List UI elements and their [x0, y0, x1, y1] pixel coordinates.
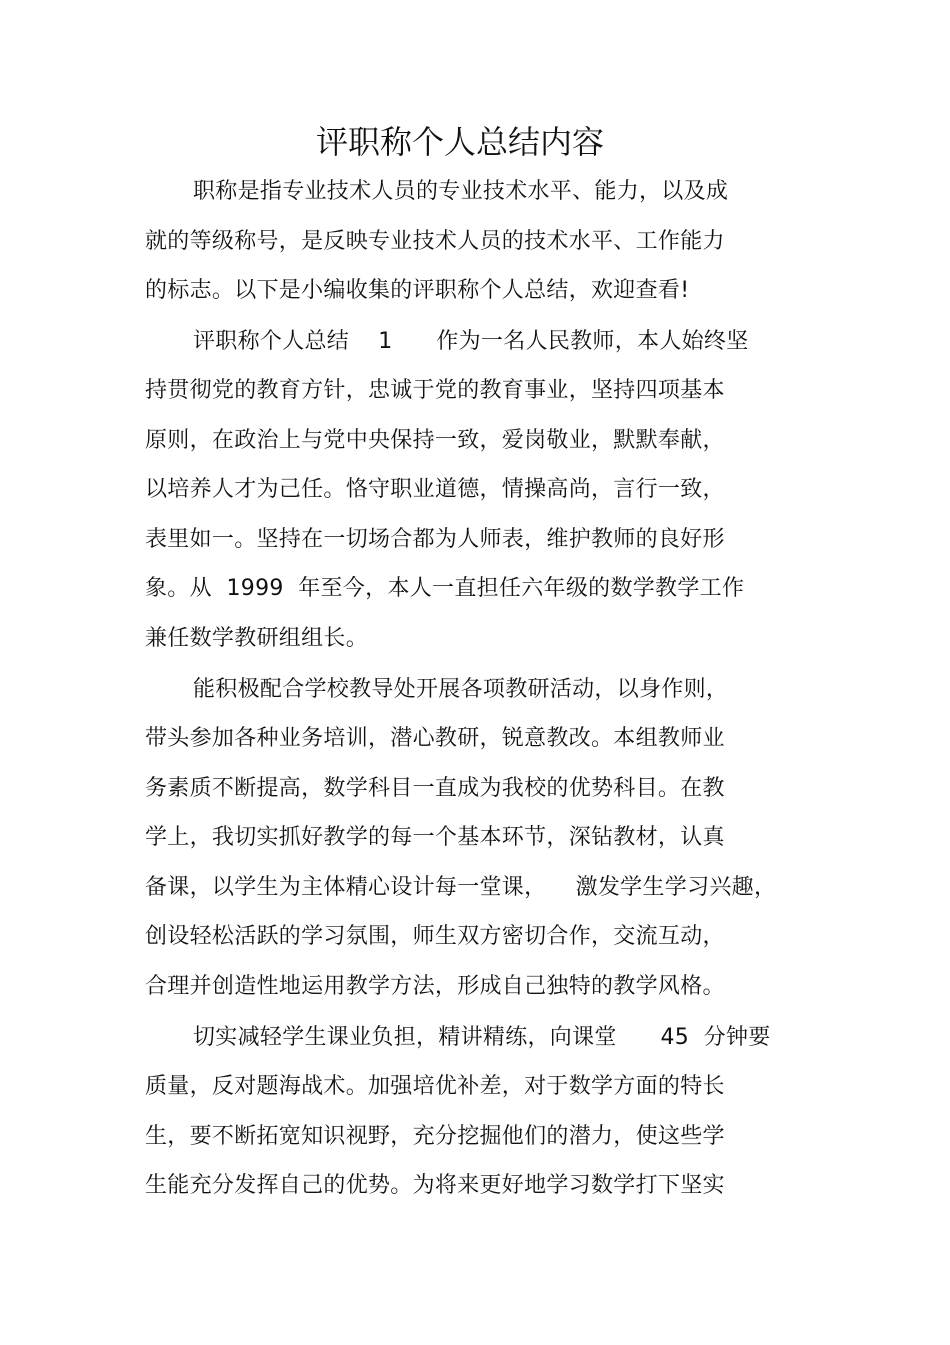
text-line: 能积极配合学校教导处开展各项教研活动，以身作则， — [193, 677, 729, 702]
document-title: 评职称个人总结内容 — [315, 123, 604, 161]
text-line: 职称是指专业技术人员的专业技术水平、能力，以及成 — [193, 179, 729, 204]
text-line: 的标志。以下是小编收集的评职称个人总结，欢迎查看! — [145, 278, 690, 303]
text-line: 兼任数学教研组组长。 — [145, 626, 369, 651]
text-line: 带头参加各种业务培训，潜心教研，锐意教改。本组教师业 — [145, 726, 725, 751]
text-line: 创设轻松活跃的学习氛围，师生双方密切合作，交流互动， — [145, 924, 725, 949]
text-line: 就的等级称号，是反映专业技术人员的技术水平、工作能力 — [145, 229, 725, 254]
text-line: 以培养人才为己任。恪守职业道德，情操高尚，言行一致， — [145, 477, 725, 502]
text-line: 务素质不断提高，数学科目一直成为我校的优势科目。在教 — [145, 776, 725, 801]
text-line: 合理并创造性地运用教学方法，形成自己独特的教学风格。 — [145, 974, 725, 999]
text-line: 备课，以学生为主体精心设计每一堂课， 激发学生学习兴趣， — [145, 875, 777, 900]
text-line: 原则，在政治上与党中央保持一致，爱岗敬业，默默奉献， — [145, 428, 725, 453]
text-line: 生能充分发挥自己的优势。为将来更好地学习数学打下坚实 — [145, 1173, 725, 1198]
text-line: 象。从 1999 年至今，本人一直担任六年级的数学教学工作 — [145, 576, 745, 601]
text-line: 评职称个人总结 1 作为一名人民教师，本人始终坚 — [193, 329, 749, 354]
text-line: 切实减轻学生课业负担，精讲精练，向课堂 45 分钟要 — [193, 1025, 771, 1050]
text-line: 学上，我切实抓好教学的每一个基本环节，深钻教材，认真 — [145, 825, 725, 850]
text-line: 表里如一。坚持在一切场合都为人师表，维护教师的良好形 — [145, 527, 725, 552]
text-line: 质量，反对题海战术。加强培优补差，对于数学方面的特长 — [145, 1074, 725, 1099]
text-line: 生，要不断拓宽知识视野，充分挖掘他们的潜力，使这些学 — [145, 1124, 725, 1149]
text-line: 持贯彻党的教育方针，忠诚于党的教育事业，坚持四项基本 — [145, 378, 725, 403]
